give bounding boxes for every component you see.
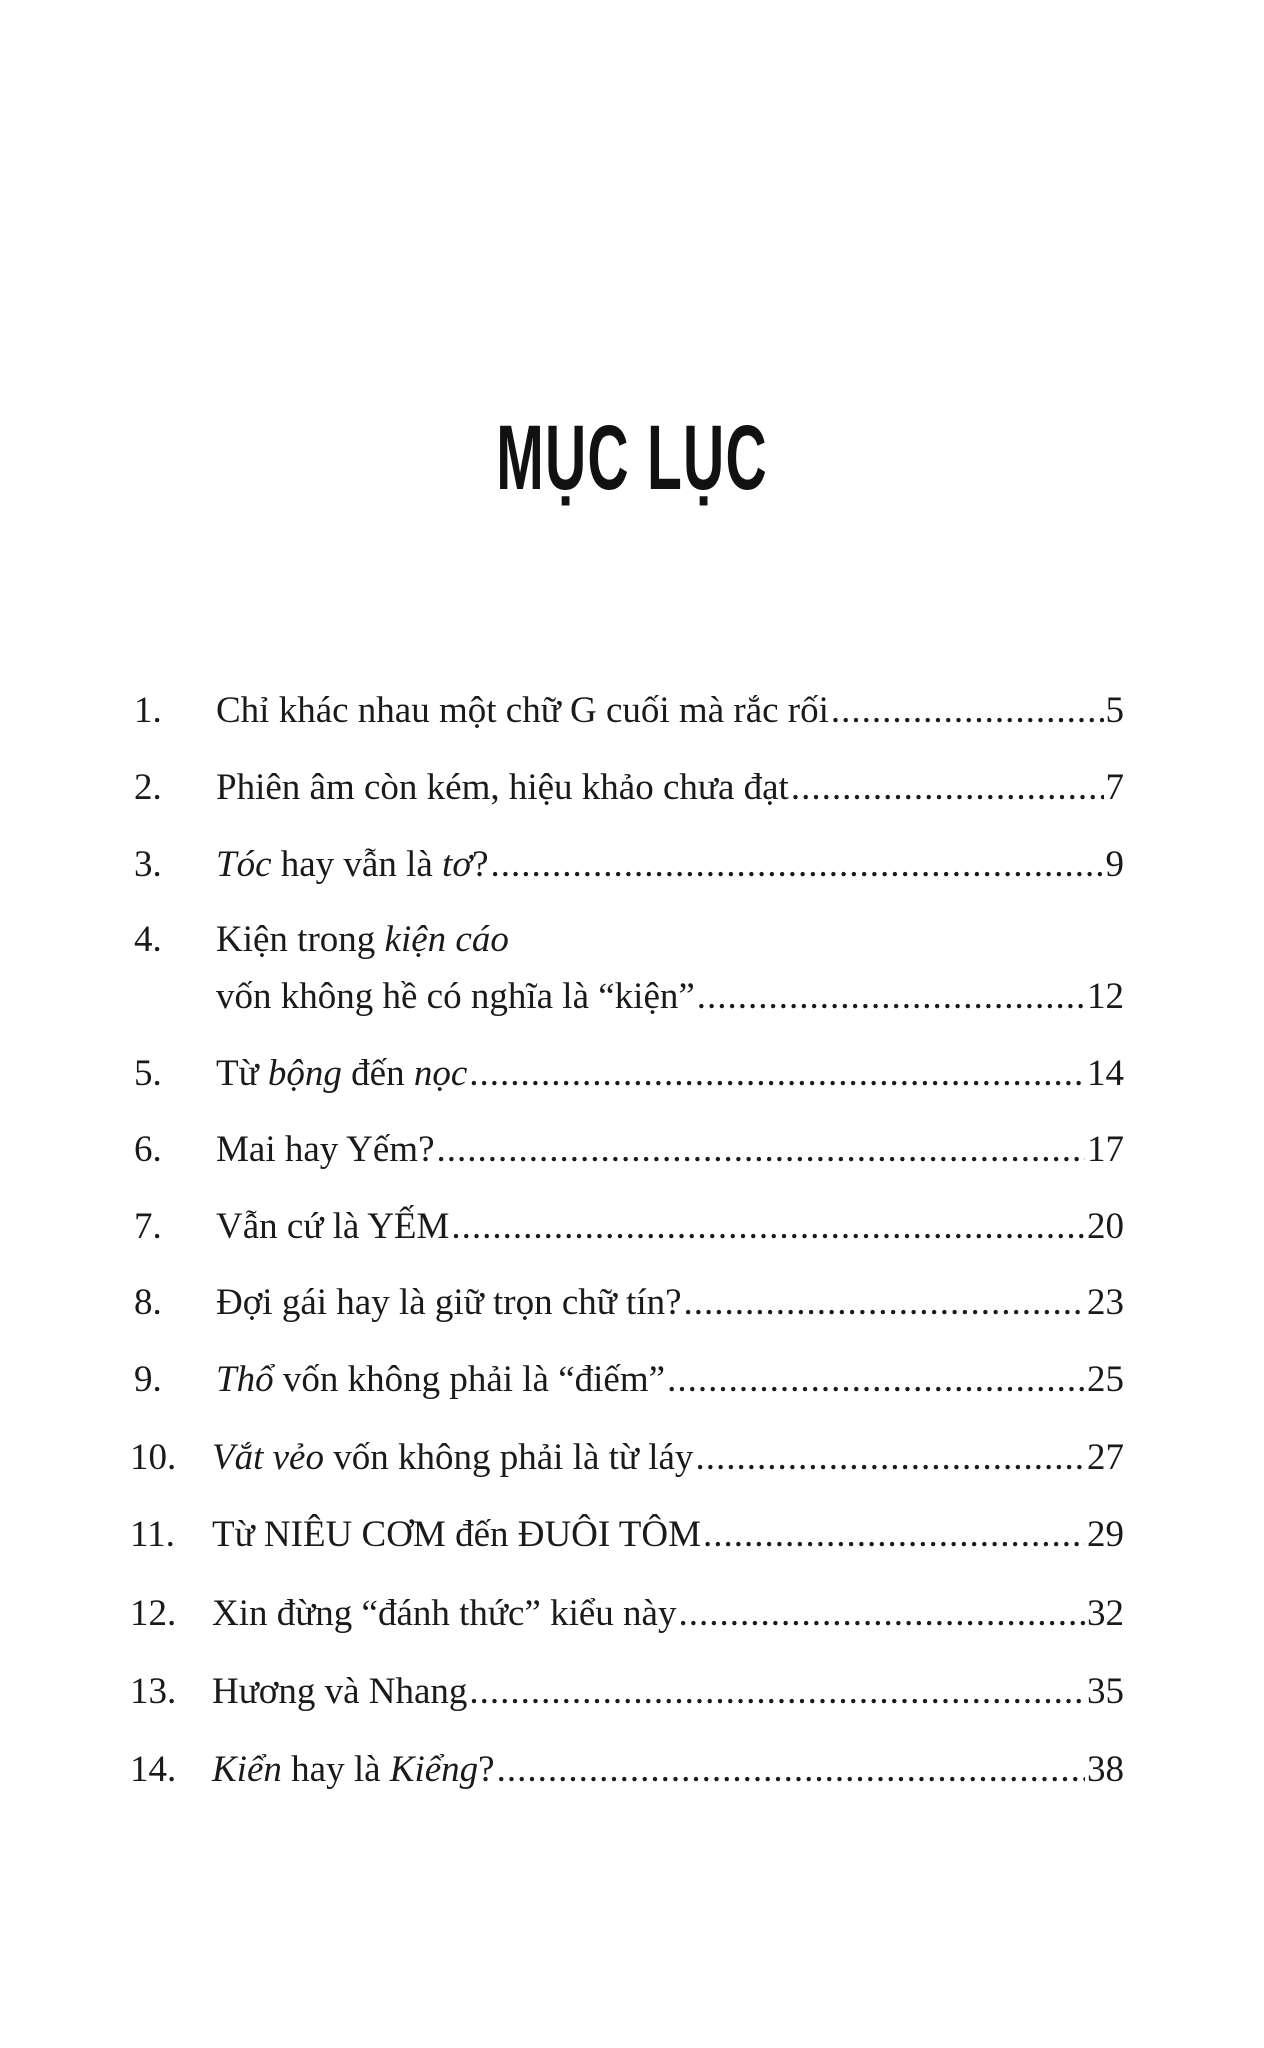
- toc-entry[interactable]: [130, 1748, 1124, 1792]
- entry-title-segment: Phiên âm còn kém, hiệu khảo chưa đạt: [216, 767, 789, 808]
- entry-page-number: 7: [1105, 767, 1124, 808]
- entry-page-number: 27: [1087, 1437, 1124, 1478]
- entry-title-italic: Vắt vẻo: [212, 1437, 324, 1478]
- toc-entry[interactable]: [134, 1281, 1124, 1325]
- entry-number: 8.: [134, 1282, 162, 1323]
- dot-leader: [831, 689, 1104, 733]
- entry-title-segment: vốn không phải là từ láy: [323, 1437, 694, 1478]
- entry-title-segment: hay vẫn là: [271, 844, 443, 885]
- dot-leader: [469, 1052, 1085, 1096]
- entry-page-number: 29: [1087, 1514, 1124, 1555]
- dot-leader: [684, 1281, 1085, 1325]
- entry-title-italic: kiện cáo: [384, 919, 509, 960]
- entry-title: [216, 766, 789, 810]
- entry-page-number: 32: [1087, 1593, 1124, 1634]
- toc-entry[interactable]: [134, 1052, 1124, 1096]
- toc-entry[interactable]: [134, 1128, 1124, 1172]
- entry-title-segment: Xin đừng “đánh thức” kiểu này: [212, 1593, 677, 1634]
- toc-entry-continuation[interactable]: [134, 975, 1124, 1019]
- entry-page-number: 23: [1087, 1282, 1124, 1323]
- dot-leader: [695, 1436, 1085, 1480]
- toc-entry[interactable]: [134, 1358, 1124, 1402]
- toc-entry[interactable]: [134, 918, 1124, 962]
- entry-title-segment: vốn không hề có nghĩa là “kiện”: [216, 976, 695, 1017]
- entry-number: 14.: [130, 1749, 177, 1790]
- entry-title-segment: Từ: [216, 1053, 268, 1094]
- entry-title-italic: tơ: [442, 844, 473, 885]
- entry-title-segment: Chỉ khác nhau một chữ G cuối mà rắc rối: [216, 690, 829, 731]
- entry-page-number: 38: [1087, 1749, 1124, 1790]
- entry-title: [216, 975, 695, 1019]
- entry-title: [216, 1358, 665, 1402]
- entry-page-number: 12: [1087, 976, 1124, 1017]
- dot-leader: [491, 843, 1104, 887]
- entry-title-segment: Đợi gái hay là giữ trọn chữ tín?: [216, 1282, 682, 1323]
- entry-title: [212, 1513, 701, 1557]
- entry-number: 3.: [134, 844, 162, 885]
- entry-title-segment: Vẫn cứ là YẾM: [216, 1206, 450, 1247]
- dot-leader: [791, 766, 1104, 810]
- toc-entry[interactable]: [134, 1205, 1124, 1249]
- entry-title-segment: Hương và Nhang: [212, 1671, 468, 1712]
- entry-title-segment: ?: [478, 1749, 495, 1790]
- entry-title-segment: Mai hay Yếm?: [216, 1129, 435, 1170]
- entry-title-segment: Kiện trong: [216, 919, 385, 960]
- toc-title-text: MỤC LỤC: [496, 407, 768, 509]
- entry-number: 7.: [134, 1206, 162, 1247]
- entry-number: 6.: [134, 1129, 162, 1170]
- dot-leader: [497, 1748, 1085, 1792]
- entry-number: 13.: [130, 1671, 177, 1712]
- entry-number: 10.: [130, 1437, 177, 1478]
- dot-leader: [469, 1670, 1085, 1714]
- entry-number: 11.: [130, 1514, 175, 1555]
- entry-number: 1.: [134, 690, 162, 731]
- entry-page-number: 17: [1087, 1129, 1124, 1170]
- entry-title: [216, 843, 489, 887]
- toc-entry[interactable]: [134, 766, 1124, 810]
- toc-entry[interactable]: [134, 689, 1124, 733]
- entry-title: [212, 1670, 467, 1714]
- entry-title: [216, 1205, 449, 1249]
- toc-entry[interactable]: [130, 1513, 1124, 1557]
- entry-title: [212, 1592, 676, 1636]
- entry-title-italic: Tóc: [216, 844, 272, 885]
- entry-number: 5.: [134, 1053, 162, 1094]
- entry-title: [216, 1281, 682, 1325]
- entry-page-number: 25: [1087, 1359, 1124, 1400]
- dot-leader: [678, 1592, 1085, 1636]
- entry-number: 2.: [134, 767, 162, 808]
- entry-page-number: 14: [1087, 1053, 1124, 1094]
- entry-title: [212, 1436, 693, 1480]
- dot-leader: [437, 1128, 1086, 1172]
- entry-number: 4.: [134, 919, 162, 960]
- toc-entry[interactable]: [130, 1436, 1124, 1480]
- toc-entry[interactable]: [134, 843, 1124, 887]
- entry-title-italic: Kiển: [212, 1749, 282, 1790]
- entry-page-number: 9: [1105, 844, 1124, 885]
- entry-title: [216, 918, 509, 962]
- entry-page-number: 20: [1087, 1206, 1124, 1247]
- entry-title: [216, 689, 829, 733]
- entry-number: 12.: [130, 1593, 177, 1634]
- dot-leader: [667, 1358, 1085, 1402]
- entry-title-segment: Từ NIÊU CƠM đến ĐUÔI TÔM: [212, 1514, 702, 1555]
- entry-title-segment: đến: [341, 1053, 414, 1094]
- entry-title-italic: nọc: [413, 1053, 468, 1094]
- toc-entry[interactable]: [130, 1592, 1124, 1636]
- toc-entry[interactable]: [130, 1670, 1124, 1714]
- entry-title-segment: ?: [472, 844, 489, 885]
- entry-title-italic: Kiểng: [389, 1749, 479, 1790]
- toc-title: [0, 407, 1264, 509]
- entry-title: [216, 1052, 467, 1096]
- dot-leader: [703, 1513, 1085, 1557]
- entry-number: 9.: [134, 1359, 162, 1400]
- entry-title-italic: bộng: [267, 1053, 342, 1094]
- dot-leader: [697, 975, 1085, 1019]
- entry-title-segment: vốn không phải là “điếm”: [273, 1359, 666, 1400]
- entry-title: [216, 1128, 435, 1172]
- entry-page-number: 35: [1087, 1671, 1124, 1712]
- entry-title-segment: hay là: [281, 1749, 390, 1790]
- entry-title-italic: Thổ: [216, 1359, 274, 1400]
- dot-leader: [451, 1205, 1085, 1249]
- entry-page-number: 5: [1105, 690, 1124, 731]
- entry-title: [212, 1748, 495, 1792]
